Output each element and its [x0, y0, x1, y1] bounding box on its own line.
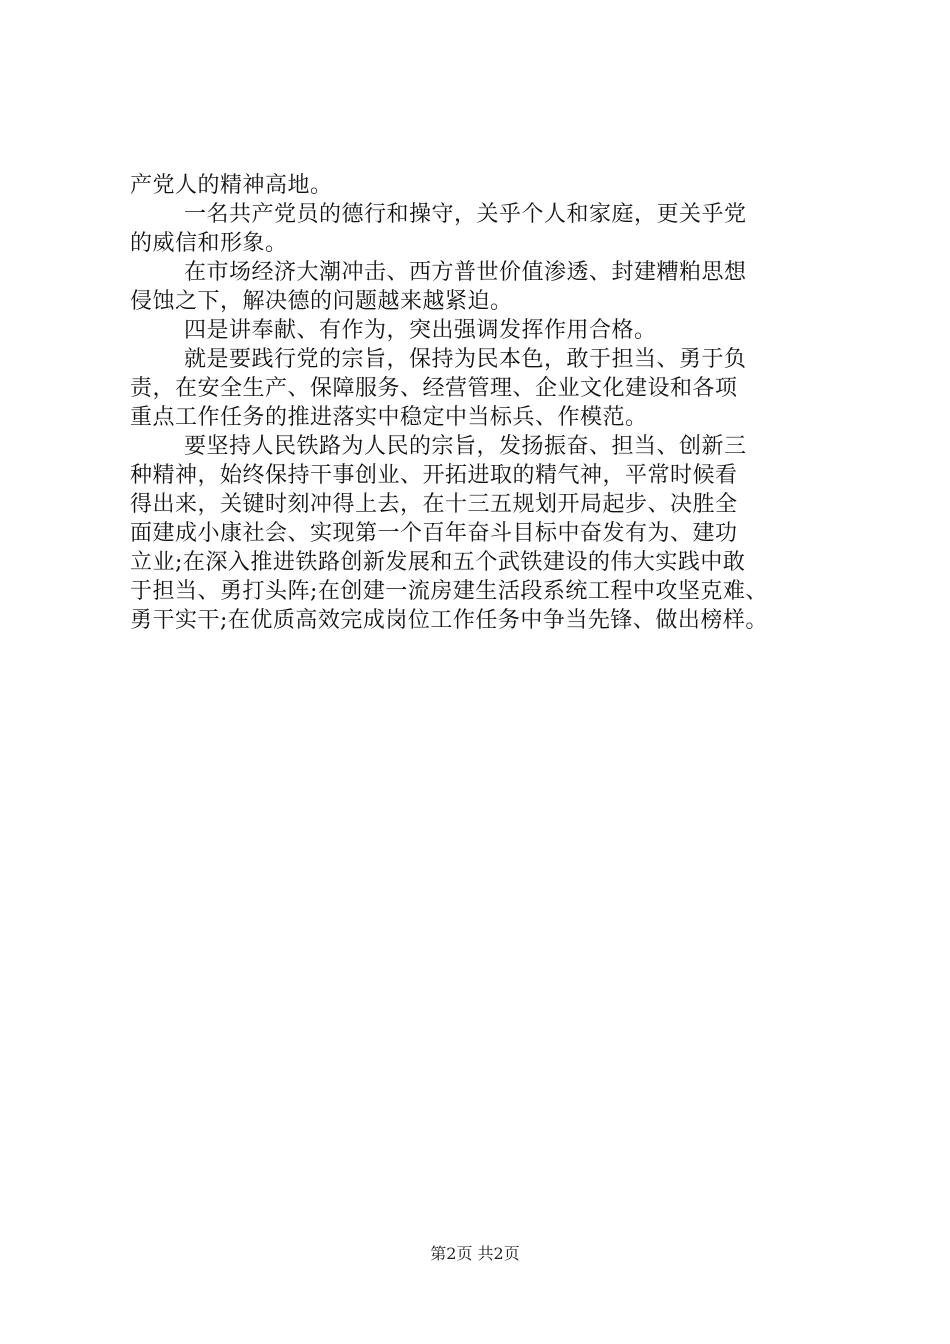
text-line: 得出来，关键时刻冲得上去，在十三五规划开局起步、决胜全 [130, 492, 738, 517]
page-number-footer: 第2页 共2页 [430, 1244, 520, 1263]
text-line: 重点工作任务的推进落实中稳定中当标兵、作模范。 [130, 405, 648, 430]
paragraph-first-line: 就是要践行党的宗旨，保持为民本色，敢于担当、勇于负 [184, 347, 747, 372]
document-body [130, 171, 830, 635]
text-line: 侵蚀之下，解决德的问题越来越紧迫。 [130, 289, 513, 314]
text-line: 勇干实干;在优质高效完成岗位工作任务中争当先锋、做出榜样。 [130, 608, 768, 633]
text-line: 面建成小康社会、实现第一个百年奋斗目标中奋发有为、建功 [130, 521, 738, 546]
text-line: 责，在安全生产、保障服务、经营管理、企业文化建设和各项 [130, 376, 738, 401]
paragraph-first-line: 一名共产党员的德行和操守，关乎个人和家庭，更关乎党 [184, 202, 747, 227]
text-line: 产党人的精神高地。 [130, 173, 333, 198]
paragraph-first-line: 四是讲奉献、有作为，突出强调发挥作用合格。 [184, 318, 657, 343]
paragraph-first-line: 要坚持人民铁路为人民的宗旨，发扬振奋、担当、创新三 [184, 434, 747, 459]
text-line: 种精神，始终保持干事创业、开拓进取的精气神，平常时候看 [130, 463, 738, 488]
text-line: 于担当、勇打头阵;在创建一流房建生活段系统工程中攻坚克难、 [130, 579, 768, 604]
paragraph-first-line: 在市场经济大潮冲击、西方普世价值渗透、封建糟粕思想 [184, 260, 747, 285]
text-line: 立业;在深入推进铁路创新发展和五个武铁建设的伟大实践中敢 [130, 550, 746, 575]
text-line: 的威信和形象。 [130, 231, 288, 256]
